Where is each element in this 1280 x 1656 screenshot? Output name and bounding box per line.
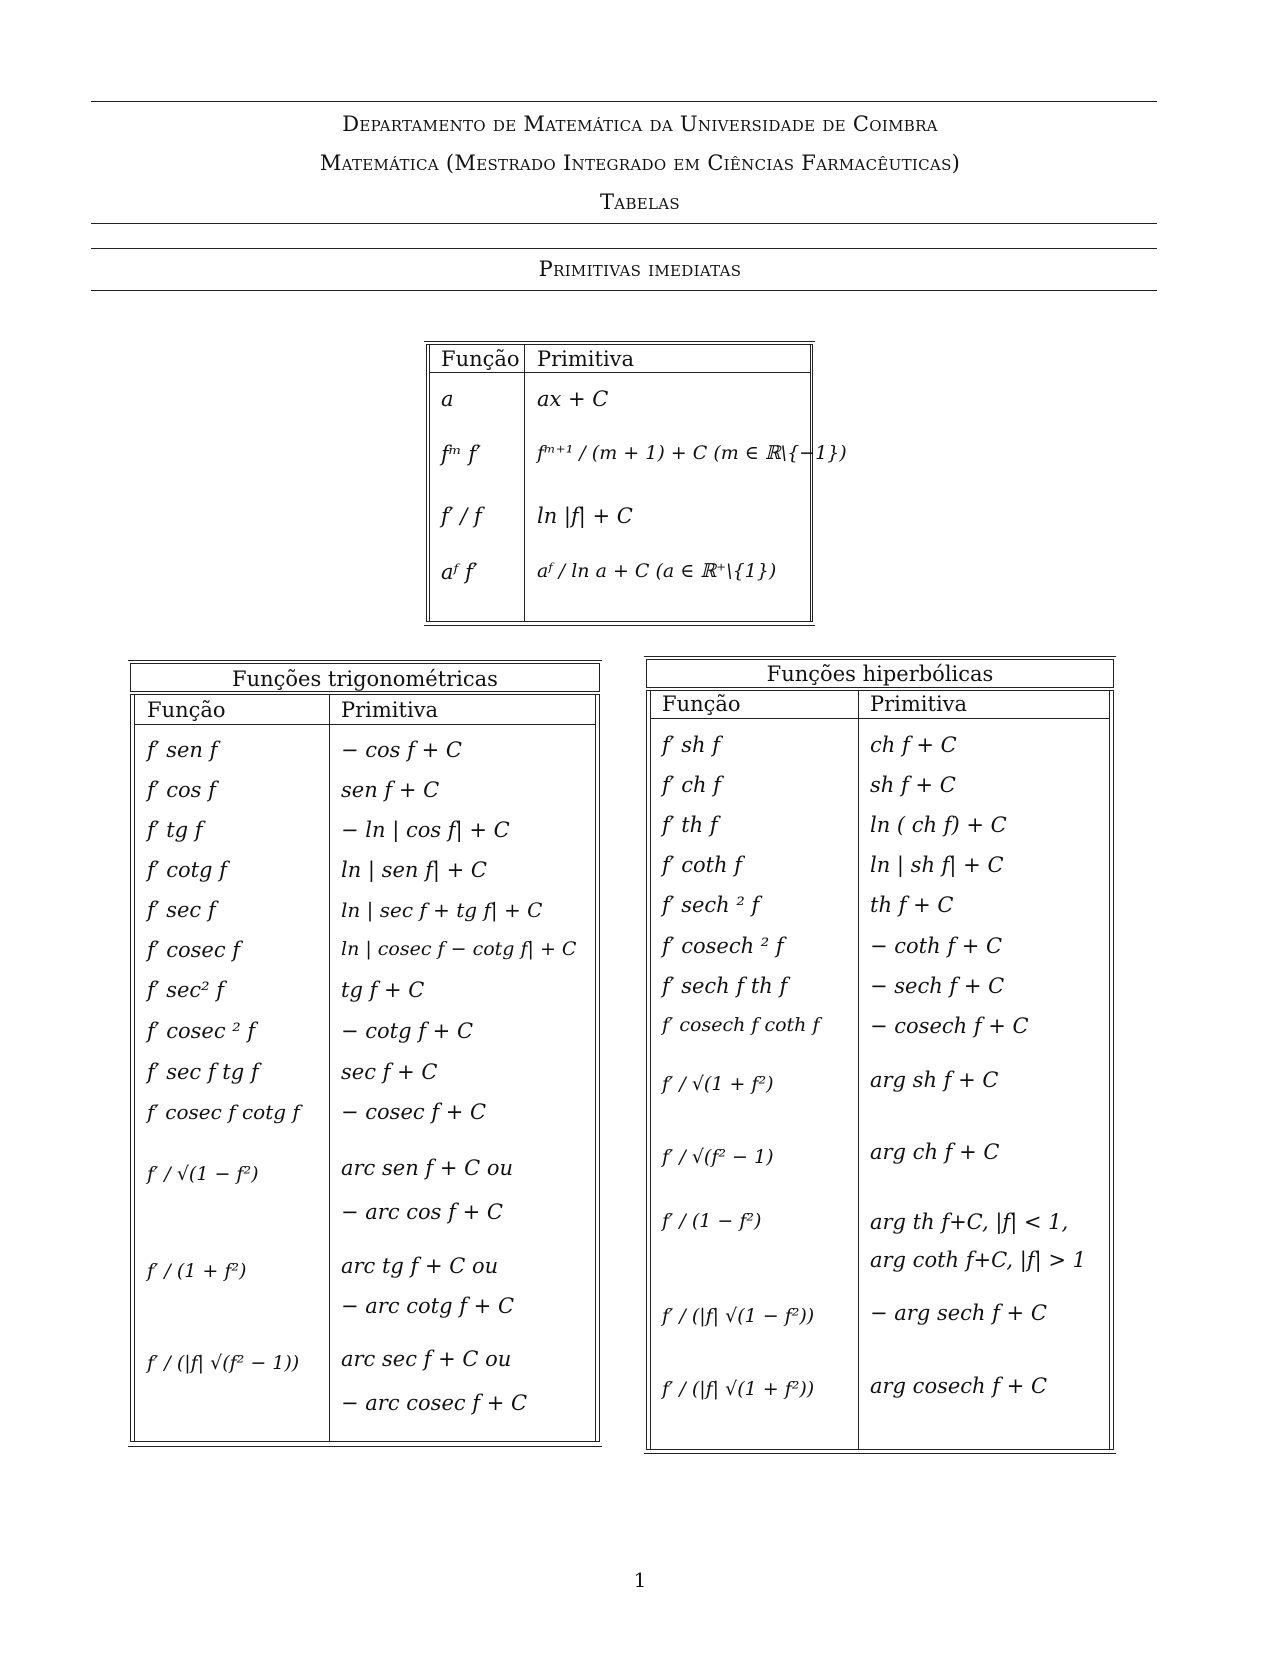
trig-row-function: f′ sec f tg f bbox=[147, 1060, 259, 1084]
hyp-row-primitive: ch f + C bbox=[870, 733, 957, 757]
header-title: Tabelas bbox=[600, 190, 680, 214]
col-header-primitive: Primitiva bbox=[537, 347, 635, 371]
trig-row-primitive: ln | cosec f − cotg f| + C bbox=[341, 938, 577, 960]
trig-col-header-primitive: Primitiva bbox=[341, 698, 439, 722]
hyp-row-function: f′ cosech f coth f bbox=[662, 1014, 820, 1036]
trig-row-primitive: sec f + C bbox=[341, 1060, 438, 1084]
trig-row-function: f′ cos f bbox=[147, 778, 216, 802]
trig-row-primitive: − cosec f + C bbox=[341, 1100, 487, 1124]
hyp-row-primitive: ln ( ch f) + C bbox=[870, 813, 1007, 837]
page-number: 1 bbox=[633, 1568, 647, 1592]
basic-row-3-primitive: ln |f| + C bbox=[537, 504, 633, 528]
trig-row-primitive: − ln | cos f| + C bbox=[341, 818, 510, 842]
basic-row-1-primitive: ax + C bbox=[537, 387, 609, 411]
hyp-row-primitive: − cosech f + C bbox=[870, 1014, 1029, 1038]
trig-row-primitive: arc sec f + C ou bbox=[341, 1347, 512, 1371]
header-course: Matemática (Mestrado Integrado em Ciências Farmacêuticas) bbox=[319, 151, 961, 175]
hyp-row-primitive-alt: arg coth f+C, |f| > 1 bbox=[870, 1248, 1086, 1272]
trig-caption: Funções trigonométricas bbox=[232, 667, 498, 691]
hyp-col-header-primitive: Primitiva bbox=[870, 692, 968, 716]
hyp-row-function: f′ coth f bbox=[662, 853, 743, 877]
hyp-row-function: f′ / (|f| √(1 + f²)) bbox=[662, 1378, 815, 1400]
hyp-row-function: f′ / (1 − f²) bbox=[662, 1210, 762, 1232]
trig-row-primitive-alt: − arc cos f + C bbox=[341, 1200, 503, 1224]
hyp-row-primitive: arg ch f + C bbox=[870, 1140, 1000, 1164]
hyp-row-primitive: − coth f + C bbox=[870, 934, 1003, 958]
trig-row-primitive-alt: − arc cosec f + C bbox=[341, 1391, 528, 1415]
trig-row-function: f′ cosec ² f bbox=[147, 1019, 256, 1043]
section-top-rule bbox=[91, 248, 1157, 249]
trig-row-function: f′ sec f bbox=[147, 898, 216, 922]
trig-row-function: f′ cotg f bbox=[147, 858, 227, 882]
trig-row-primitive-alt: − arc cotg f + C bbox=[341, 1294, 515, 1318]
hyp-row-primitive: th f + C bbox=[870, 893, 954, 917]
section-bottom-rule bbox=[91, 290, 1157, 291]
trig-row-primitive: arc sen f + C ou bbox=[341, 1156, 514, 1180]
basic-row-4-primitive: aᶠ / ln a + C (a ∈ ℝ⁺\{1}) bbox=[537, 560, 777, 582]
hyp-row-primitive: ln | sh f| + C bbox=[870, 853, 1004, 877]
basic-row-2-primitive: fᵐ⁺¹ / (m + 1) + C (m ∈ ℝ\{−1}) bbox=[537, 442, 847, 464]
basic-row-1-function: a bbox=[441, 387, 454, 411]
col-header-function: Função bbox=[441, 347, 520, 371]
hyp-row-function: f′ sech ² f bbox=[662, 893, 760, 917]
hyp-row-primitive: − sech f + C bbox=[870, 974, 1005, 998]
header-bottom-rule bbox=[91, 223, 1157, 224]
hyp-row-function: f′ ch f bbox=[662, 773, 721, 797]
hyp-row-function: f′ th f bbox=[662, 813, 718, 837]
trig-row-function: f′ / (1 + f²) bbox=[147, 1260, 247, 1282]
trig-row-primitive: ln | sen f| + C bbox=[341, 858, 487, 882]
basic-row-2-function: fᵐ f′ bbox=[441, 442, 481, 466]
hyp-row-function: f′ sech f th f bbox=[662, 974, 788, 998]
top-rule bbox=[91, 101, 1157, 102]
hyp-row-function: f′ / √(1 + f²) bbox=[662, 1073, 774, 1095]
hyp-caption: Funções hiperbólicas bbox=[766, 662, 994, 686]
hyp-row-function: f′ / (|f| √(1 − f²)) bbox=[662, 1305, 815, 1327]
hyp-row-function: f′ sh f bbox=[662, 733, 720, 757]
hyp-row-function: f′ cosech ² f bbox=[662, 934, 784, 958]
section-title: Primitivas imediatas bbox=[538, 257, 742, 281]
hyp-row-primitive: sh f + C bbox=[870, 773, 956, 797]
trig-row-function: f′ / (|f| √(f² − 1)) bbox=[147, 1352, 300, 1374]
trig-row-primitive: tg f + C bbox=[341, 978, 425, 1002]
trig-row-function: f′ sen f bbox=[147, 738, 218, 762]
trig-row-function: f′ / √(1 − f²) bbox=[147, 1163, 259, 1185]
trig-row-primitive: sen f + C bbox=[341, 778, 440, 802]
trig-row-function: f′ sec² f bbox=[147, 978, 225, 1002]
trig-row-function: f′ cosec f bbox=[147, 938, 241, 962]
hyp-col-header-function: Função bbox=[662, 692, 741, 716]
trig-row-primitive: − cotg f + C bbox=[341, 1019, 474, 1043]
hyp-row-primitive: arg cosech f + C bbox=[870, 1374, 1048, 1398]
trig-row-primitive: ln | sec f + tg f| + C bbox=[341, 898, 543, 922]
hyp-row-primitive: arg th f+C, |f| < 1, bbox=[870, 1210, 1069, 1234]
trig-row-primitive: − cos f + C bbox=[341, 738, 462, 762]
hyp-row-primitive: − arg sech f + C bbox=[870, 1301, 1047, 1325]
hyp-row-primitive: arg sh f + C bbox=[870, 1068, 999, 1092]
trig-row-primitive: arc tg f + C ou bbox=[341, 1254, 499, 1278]
basic-row-3-function: f′ / f bbox=[441, 504, 482, 528]
basic-row-4-function: aᶠ f′ bbox=[441, 560, 478, 584]
header-department: Departamento de Matemática da Universidade de Coimbra bbox=[342, 112, 938, 136]
trig-row-function: f′ tg f bbox=[147, 818, 203, 842]
hyp-row-function: f′ / √(f² − 1) bbox=[662, 1146, 774, 1168]
trig-row-function: f′ cosec f cotg f bbox=[147, 1100, 300, 1124]
trig-col-header-function: Função bbox=[147, 698, 226, 722]
